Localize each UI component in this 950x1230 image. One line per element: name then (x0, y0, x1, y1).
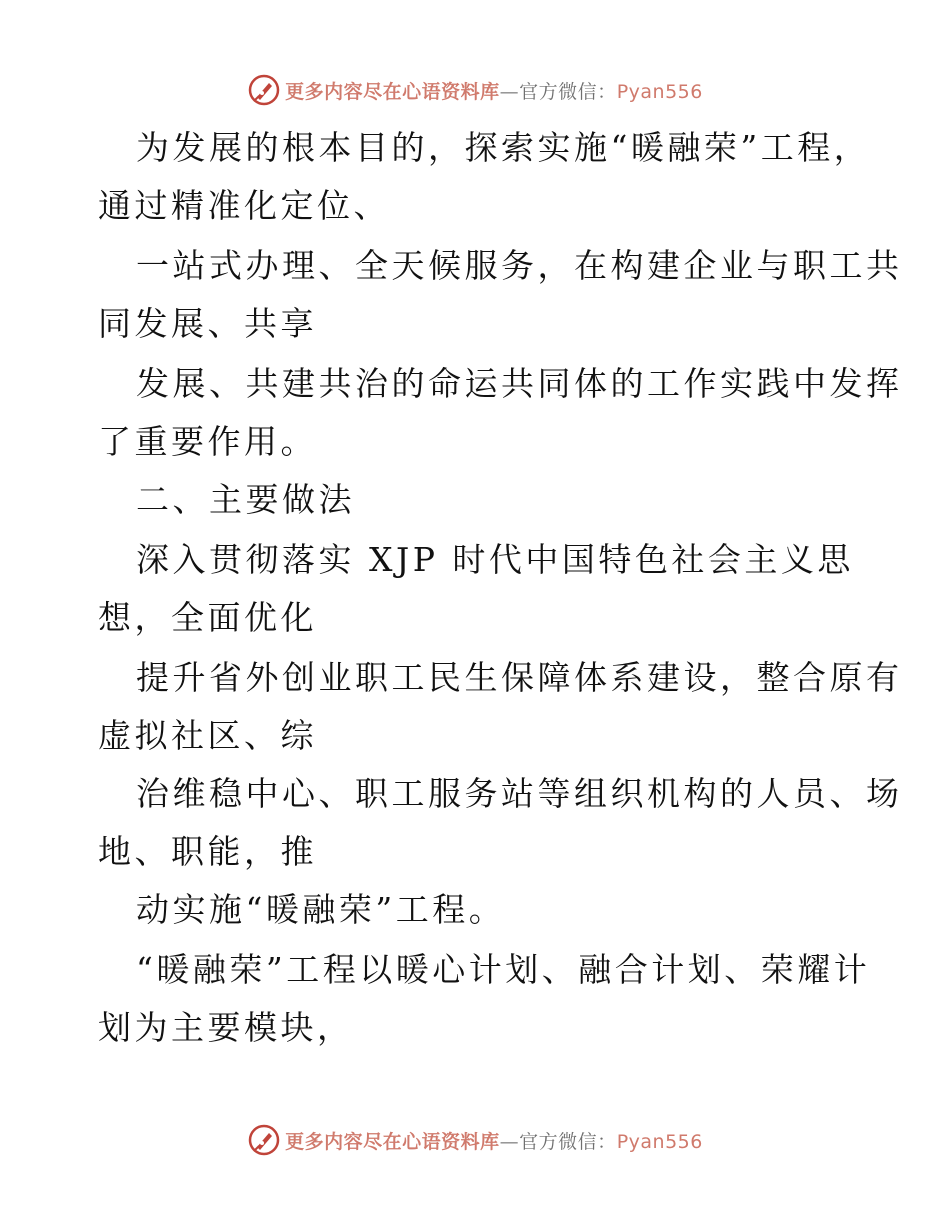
text-line: 提升省外创业职工民生保障体系建设，整合原有 (136, 658, 903, 697)
text-line: 了重要作用。 (98, 422, 317, 461)
text-line: 动实施“暖融荣”工程。 (136, 890, 506, 929)
watermark-brand: 更多内容尽在心语资料库 (285, 80, 500, 103)
text-line: 为发展的根本目的，探索实施“暖融荣”工程， (136, 128, 871, 167)
text-line: 虚拟社区、综 (98, 716, 317, 755)
watermark-text (285, 1127, 703, 1154)
footer-watermark (0, 1120, 950, 1160)
watermark-dash: — (499, 1130, 520, 1153)
pen-nib-circle-icon (247, 73, 281, 107)
section-heading: 二、主要做法 (136, 480, 355, 519)
text-line: 发展、共建共治的命运共同体的工作实践中发挥 (136, 364, 903, 403)
text-line: 深入贯彻落实 XJP 时代中国特色社会主义思 (136, 540, 854, 579)
watermark-text (285, 77, 703, 104)
watermark-wechat-id: Pyan556 (616, 80, 703, 103)
text-line: 想，全面优化 (98, 598, 317, 637)
text-line: “暖融荣”工程以暖心计划、融合计划、荣耀计 (136, 950, 871, 989)
text-line: 治维稳中心、职工服务站等组织机构的人员、场 (136, 774, 903, 813)
text-line: 地、职能，推 (98, 832, 317, 871)
watermark-dash: — (499, 80, 520, 103)
watermark-brand: 更多内容尽在心语资料库 (285, 1130, 500, 1153)
text-line: 一站式办理、全天候服务，在构建企业与职工共 (136, 246, 903, 285)
watermark-wechat-id: Pyan556 (616, 1130, 703, 1153)
header-watermark (0, 70, 950, 110)
watermark-official-label: 官方微信： (519, 80, 617, 103)
text-line: 同发展、共享 (98, 304, 317, 343)
watermark-official-label: 官方微信： (519, 1130, 617, 1153)
text-line: 划为主要模块， (98, 1008, 354, 1047)
pen-nib-circle-icon (247, 1123, 281, 1157)
text-line: 通过精准化定位、 (98, 186, 390, 225)
